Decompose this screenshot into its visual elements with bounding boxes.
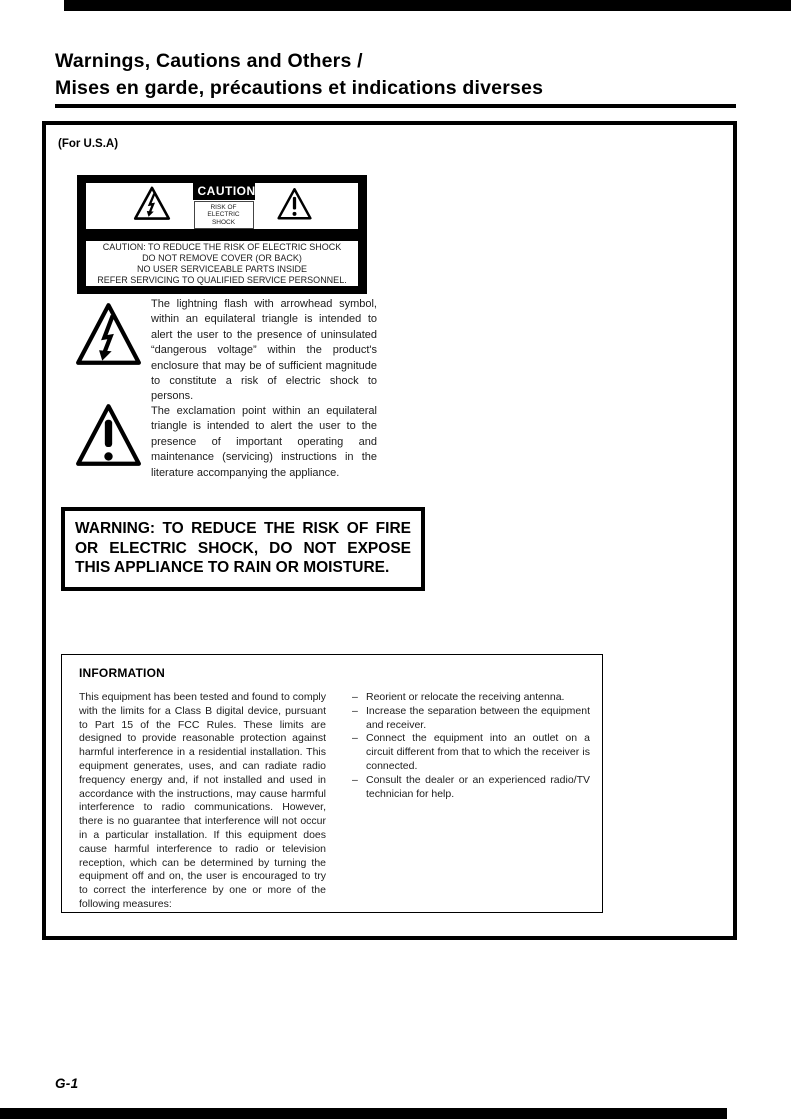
exclamation-triangle-icon — [277, 186, 312, 227]
title-divider — [55, 104, 736, 108]
exclamation-triangle-icon — [75, 401, 142, 475]
list-item: – Consult the dealer or an experienced radio/TV technician for help. — [352, 773, 590, 800]
dash-bullet: – — [352, 704, 358, 717]
warning-box: WARNING: TO REDUCE THE RISK OF FIRE OR ELECTRIC SHOCK, DO NOT EXPOSE THIS APPLIANCE TO RAIN OR MOISTURE. — [61, 507, 425, 591]
caution-line: NO USER SERVICEABLE PARTS INSIDE — [136, 263, 308, 274]
caution-line: REFER SERVICING TO QUALIFIED SERVICE PERSONNEL. — [97, 274, 347, 285]
fcc-statement-text: This equipment has been tested and found to comply with the limits for a Class B digital device, pursuant to Part 15 of the FCC Rules. These limits are designed to provide reasonable protection against harmful interference in a residential installation. This equipment generates, uses, and can radiate radio frequency energy and, if not installed and used in accordance with the instructions, may cause harmful interference to radio communications. However, there is no guarantee that interference will not occur in a particular installation. If this equipment does cause harmful interference to radio or television reception, which can be determined by turning the equipment off and on, the user is encouraged to try to correct the interference by one or more of the following measures: — [79, 691, 326, 910]
page-title-french: Mises en garde, précautions et indications diverses — [55, 76, 544, 99]
page-number: G-1 — [55, 1076, 79, 1091]
caution-label: CAUTION — [193, 183, 255, 200]
lightning-note-text: The lightning flash with arrowhead symbol, within an equilateral triangle is intended to alert the user to the presence of uninsulated “dangerous voltage” within the product's enclosure that may be of sufficient magnitude to constitute a risk of electric shock to persons. — [151, 298, 377, 403]
fcc-measures — [352, 691, 590, 912]
lightning-triangle-icon — [75, 300, 142, 374]
information-heading: INFORMATION — [79, 666, 165, 680]
list-item: – Increase the separation between the equipment and receiver. — [352, 704, 590, 731]
page-title-english: Warnings, Cautions and Others / — [55, 50, 363, 72]
page-edge-bar-top — [64, 0, 791, 11]
caution-panel-divider — [86, 229, 358, 241]
caution-label-stack — [193, 183, 255, 230]
information-columns — [62, 691, 602, 912]
caution-symbols-row — [86, 183, 358, 229]
dash-bullet: – — [352, 773, 358, 786]
list-item: – Reorient or relocate the receiving antenna. — [352, 691, 565, 703]
caution-panel — [77, 175, 367, 294]
caution-line: DO NOT REMOVE COVER (OR BACK) — [142, 252, 302, 263]
caution-line: CAUTION: TO REDUCE THE RISK OF ELECTRIC SHOCK — [102, 241, 342, 252]
information-box — [61, 654, 603, 913]
warnings-outer-box — [42, 121, 737, 940]
exclamation-note-text: The exclamation point within an equilateral triangle is intended to alert the user to the presence of important operating and maintenance (servicing) instructions in the literature accompanying the appliance. — [151, 405, 377, 479]
page-edge-bar-bottom — [0, 1108, 727, 1119]
region-label: (For U.S.A) — [58, 138, 119, 150]
caution-text-pane — [86, 241, 358, 286]
page-title — [55, 48, 737, 101]
lightning-triangle-icon — [133, 185, 171, 227]
dash-bullet: – — [352, 732, 358, 745]
risk-of-electric-shock-label: RISK OF ELECTRIC SHOCK — [194, 201, 254, 230]
measure-list — [352, 691, 590, 801]
dash-bullet: – — [352, 691, 358, 703]
list-item: – Connect the equipment into an outlet on a circuit different from that to which the receiver is connected. — [352, 732, 590, 772]
